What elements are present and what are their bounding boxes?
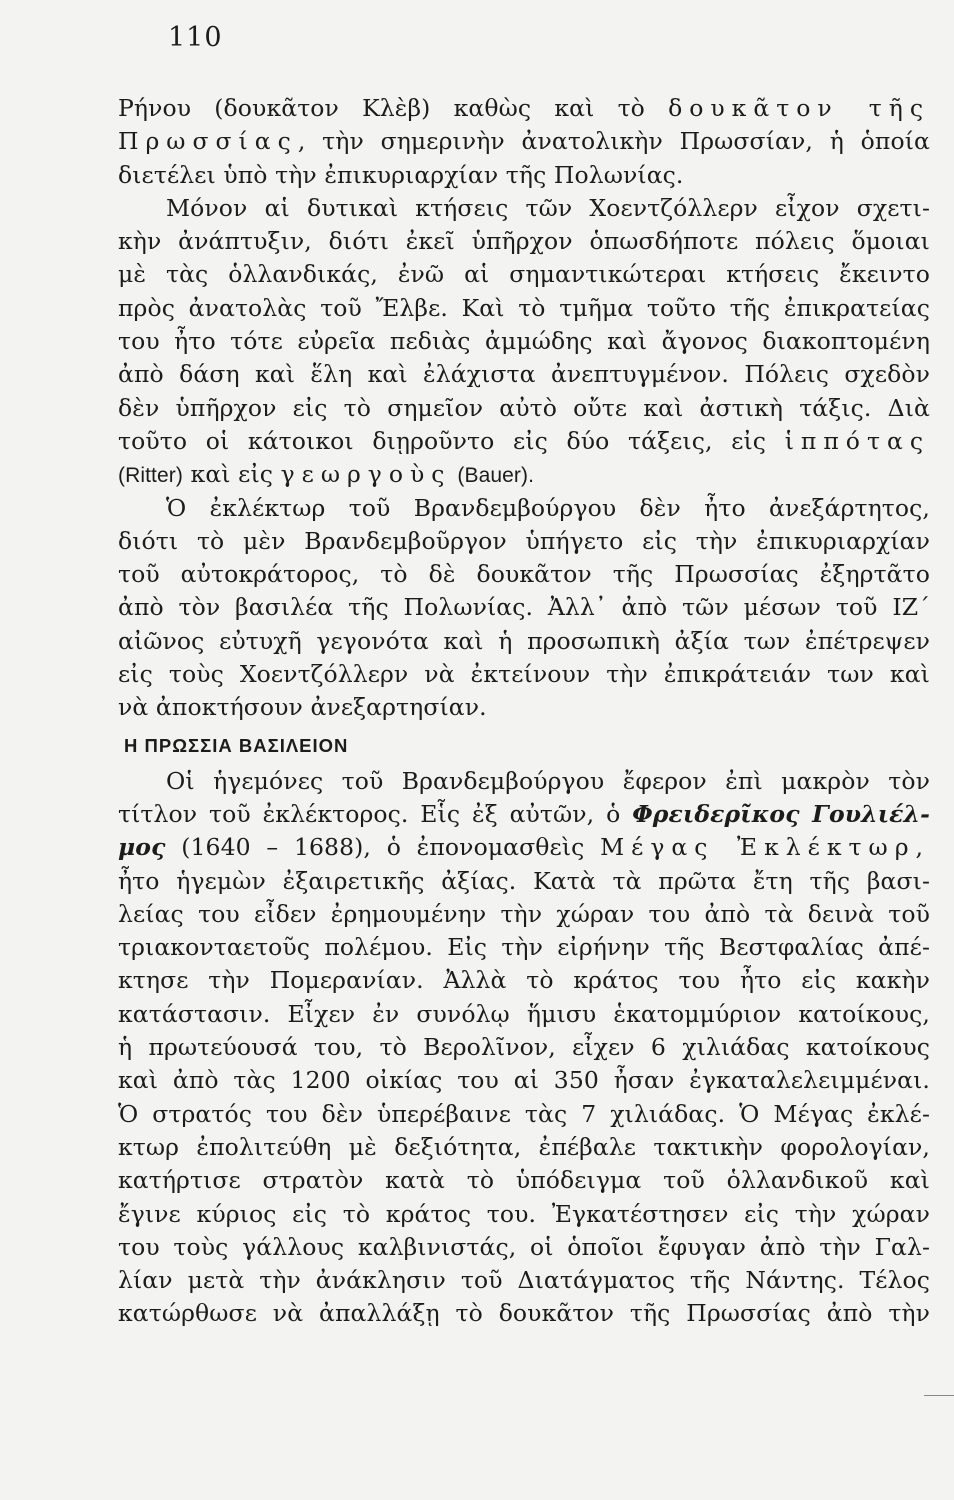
spaced-emphasis: ἱππότας [784,426,930,455]
text-line: νὰ ἀποκτήσουν ἀνεξαρτησίαν. [118,693,487,722]
text-line: ἔγινε κύριος εἰς τὸ κράτος του. Ἐγκατέστησεν εἰς τὴν χώραν [118,1199,930,1228]
text-line: διότι τὸ μὲν Βρανδεμβοῦργον ὑπήγετο εἰς τὴν ἐπικυριαρχίαν [118,526,930,555]
text-line: κτησε τὴν Πομερανίαν. Ἀλλὰ τὸ κράτος του ἦτο εἰς κακὴν [118,966,930,995]
text-run: Ρήνου (δουκᾶτον Κλὲβ) καθὼς καὶ τὸ [118,94,669,122]
text-line: λίαν μετὰ τὴν ἀνάκλησιν τοῦ Διατάγματος τῆς Νάντης. Τέλος [118,1266,930,1295]
text-line: αἰῶνος εὐτυχῆ γεγονότα καὶ ἡ προσωπικὴ ἀξία των ἐπέτρεψεν [118,626,930,655]
text-line: Μόνον αἱ δυτικαὶ κτήσεις τῶν Χοεντζόλλερν εἶχον σχετι- [166,193,930,222]
spaced-emphasis: δουκᾶτον τῆς [668,94,930,122]
text-run: καὶ εἰς [182,460,281,489]
text-line: Ὁ στρατός του δὲν ὑπερέβαινε τὰς 7 χιλιάδας. Ὁ Μέγας ἐκλέ- [118,1099,930,1128]
text-line: ἦτο ἡγεμὼν ἐξαιρετικῆς ἀξίας. Κατὰ τὰ πρῶτα ἔτη τῆς βασι- [118,866,930,895]
spaced-emphasis: γεωργοὺς [280,460,452,489]
text-line: του ἦτο τότε εὐρεῖα πεδιὰς ἀμμώδης καὶ ἄγονος διακοπτομένη [118,327,930,356]
text-line [118,458,930,491]
text-line: του τοὺς γάλλους καλβινιστάς, οἱ ὁποῖοι ἔφυγαν ἀπὸ τὴν Γαλ- [118,1232,930,1261]
bold-italic-name: Φρειδερῖκος Γουλιέλ- [632,799,930,828]
page-number: 110 [168,22,223,53]
text-line: Ὁ ἐκλέκτωρ τοῦ Βρανδεμβούργου δὲν ἦτο ἀνεξάρτητος, [166,493,930,522]
latin-term: (Bauer). [451,464,535,488]
text-run: τοῦτο οἱ κάτοικοι διῃροῦντο εἰς δύο τάξεις, εἰς [118,426,785,455]
text-line: κτωρ ἐπολιτεύθη μὲ δεξιότητα, ἐπέβαλε τακτικὴν φορολογίαν, [118,1132,930,1161]
text-line: ἀπὸ δάση καὶ ἕλη καὶ ἐλάχιστα ἀνεπτυγμένον. Πόλεις σχεδὸν [118,360,930,389]
text-line: κατάστασιν. Εἶχεν ἐν συνόλῳ ἥμισυ ἑκατομμύριον κατοίκους, [118,999,930,1028]
text-line: διετέλει ὑπὸ τὴν ἐπικυριαρχίαν τῆς Πολωνίας. [118,160,684,189]
text-run: , τὴν σημερινὴν ἀνατολικὴν Πρωσσίαν, ἡ ὁποία [297,127,930,156]
text-line: μὲ τὰς ὁλλανδικάς, ἐνῶ αἱ σημαντικώτεραι κτήσεις ἔκειντο [118,260,930,289]
text-line [118,425,930,458]
body-text [118,92,930,1331]
latin-term: (Ritter) [118,464,183,488]
text-run: τίτλον τοῦ ἐκλέκτορος. Εἷς ἐξ αὐτῶν, ὁ [118,799,633,828]
text-line [118,92,930,125]
page-edge-mark [924,1395,954,1396]
text-line: καὶ ἀπὸ τὰς 1200 οἰκίας του αἱ 350 ἦσαν ἐγκαταλελειμμέναι. [118,1066,930,1095]
text-line: δὲν ὑπῆρχον εἰς τὸ σημεῖον αὐτὸ οὔτε καὶ ἀστικὴ τάξις. Διὰ [118,393,930,422]
spaced-emphasis: Πρωσσίας [118,127,298,156]
text-line: κατήρτισε στρατὸν κατὰ τὸ ὑπόδειγμα τοῦ ὁλλανδικοῦ καὶ [118,1166,930,1195]
text-line: Οἱ ἡγεμόνες τοῦ Βρανδεμβούργου ἔφερον ἐπὶ μακρὸν τὸν [166,766,930,795]
text-line: ἀπὸ τὸν βασιλέα τῆς Πολωνίας. Ἀλλ᾽ ἀπὸ τῶν μέσων τοῦ ΙΖ´ [118,593,930,622]
text-line: ἡ πρωτεύουσά του, τὸ Βερολῖνον, εἶχεν 6 χιλιάδας κατοίκους [118,1033,930,1062]
text-line [118,831,930,864]
text-line: τριακονταετοῦς πολέμου. Εἰς τὴν εἰρήνην τῆς Βεστφαλίας ἀπέ- [118,933,930,962]
text-line: εἰς τοὺς Χοεντζόλλερν νὰ ἐκτείνουν τὴν ἐπικράτειάν των καὶ [118,660,930,689]
text-line: κατώρθωσε νὰ ἀπαλλάξῃ τὸ δουκᾶτον τῆς Πρωσσίας ἀπὸ τὴν [118,1299,930,1328]
bold-italic-name: μος [118,833,166,862]
text-line: τοῦ αὐτοκράτορος, τὸ δὲ δουκᾶτον τῆς Πρωσσίας ἐξηρτᾶτο [118,560,930,589]
text-line: πρὸς ἀνατολὰς τοῦ Ἔλβε. Καὶ τὸ τμῆμα τοῦτο τῆς ἐπικρατείας [118,293,930,322]
section-heading: Η ΠΡΩΣΣΙΑ ΒΑΣΙΛΕΙΟΝ [124,734,349,756]
text-line [118,125,930,158]
text-run: (1640 – 1688), ὁ ἐπονομασθεὶς [165,833,601,862]
spaced-emphasis: Μέγας Ἐκλέκτωρ, [600,833,930,862]
text-line: λείας του εἶδεν ἐρημουμένην τὴν χώραν του ἀπὸ τὰ δεινὰ τοῦ [118,899,930,928]
text-line: κὴν ἀνάπτυξιν, διότι ἐκεῖ ὑπῆρχον ὁπωσδήποτε πόλεις ὅμοιαι [118,227,930,256]
text-line [118,798,930,831]
